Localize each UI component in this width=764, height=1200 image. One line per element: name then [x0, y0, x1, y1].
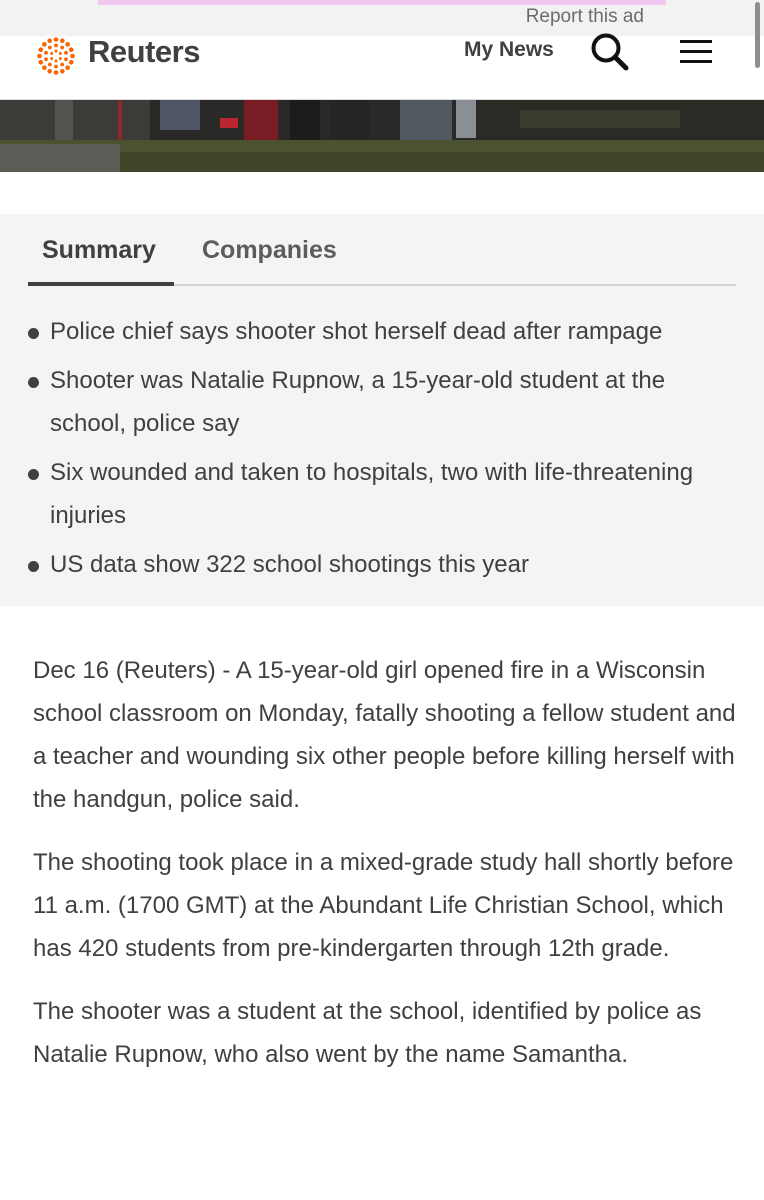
active-tab-indicator	[28, 282, 174, 286]
logo-dot	[48, 46, 52, 50]
logo-dot	[44, 57, 48, 61]
hero-photo	[0, 100, 764, 172]
logo-dot	[50, 52, 53, 55]
ad-banner[interactable]	[98, 0, 666, 5]
my-news-link[interactable]: My News	[464, 38, 554, 61]
ad-strip	[0, 0, 764, 38]
logo-dot	[55, 60, 58, 63]
logo-dot	[64, 51, 68, 55]
logo-dot	[60, 69, 65, 74]
logo-dot	[59, 57, 62, 60]
hero-image	[0, 100, 764, 172]
logo-dot	[54, 65, 58, 69]
article-paragraph: Dec 16 (Reuters) - A 15-year-old girl opened fire in a Wisconsin school classroom on Monday, fatally shooting a fellow student and a teacher and wounding six other people before killing herself with the handgun, police said.	[33, 657, 736, 813]
logo-dot	[54, 44, 58, 48]
logo-dot	[47, 38, 52, 43]
summary-panel	[0, 214, 764, 606]
logo-dot	[44, 51, 48, 55]
logo-dot	[42, 65, 47, 70]
summary-tabs	[28, 232, 736, 286]
search-icon[interactable]	[588, 32, 634, 72]
brand-name[interactable]: Reuters	[88, 34, 200, 69]
logo-dot	[69, 47, 74, 52]
article-body	[33, 649, 743, 1096]
logo-dot	[64, 57, 68, 61]
scrollbar[interactable]	[755, 2, 760, 68]
reuters-logo-icon[interactable]	[30, 36, 82, 76]
tab-companies[interactable]: Companies	[202, 236, 337, 264]
article-paragraph: The shooting took place in a mixed-grade study hall shortly before 11 a.m. (1700 GMT) at the Abundant Life Christian School, which has 420 students from pre-kindergarten through 12th grade.	[33, 849, 734, 962]
summary-bullets	[28, 310, 740, 592]
hamburger-menu-icon[interactable]	[676, 36, 716, 68]
logo-dot	[48, 63, 52, 67]
tab-summary[interactable]: Summary	[42, 236, 156, 264]
logo-dot	[54, 37, 59, 42]
logo-dot	[65, 42, 70, 47]
logo-dot	[54, 70, 59, 75]
logo-dot	[38, 60, 43, 65]
logo-dot	[50, 57, 53, 60]
logo-dot	[47, 69, 52, 74]
logo-dot	[55, 50, 58, 53]
site-header	[0, 36, 764, 100]
summary-bullet: Six wounded and taken to hospitals, two with life-threatening injuries	[28, 451, 740, 537]
logo-dot	[37, 54, 42, 59]
logo-dot	[60, 63, 64, 67]
article-paragraph: The shooter was a student at the school, identified by police as Natalie Rupnow, who also went by the name Samantha.	[33, 998, 702, 1068]
logo-dot	[42, 42, 47, 47]
report-ad-link[interactable]: Report this ad	[525, 6, 644, 27]
summary-bullet: Police chief says shooter shot herself dead after rampage	[28, 310, 740, 353]
summary-bullet: US data show 322 school shootings this year	[28, 543, 740, 586]
logo-dot	[38, 47, 43, 52]
logo-dot	[69, 60, 74, 65]
logo-dot	[60, 46, 64, 50]
summary-bullet: Shooter was Natalie Rupnow, a 15-year-old student at the school, police say	[28, 359, 740, 445]
logo-dot	[70, 54, 75, 59]
logo-dot	[59, 52, 62, 55]
logo-dot	[60, 38, 65, 43]
logo-dot	[65, 65, 70, 70]
